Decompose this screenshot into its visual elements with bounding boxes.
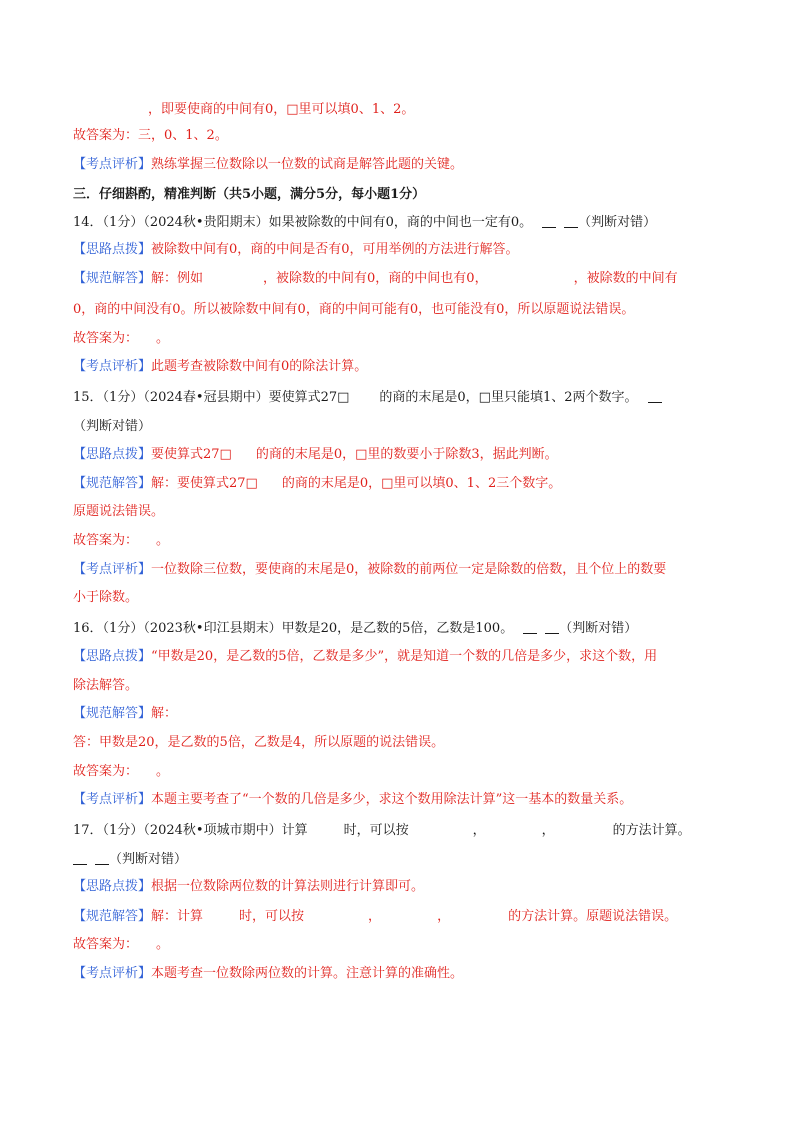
- text-line: [73, 418, 151, 436]
- text-segment: 除法解答。: [73, 678, 139, 693]
- text-segment: 15．（1分）（2024春•冠县期中）要使算式27□: [73, 390, 350, 405]
- text-segment: 被除数中间有0，商的中间是否有0，可用举例的方法进行解答。: [151, 242, 519, 257]
- text-segment: 解：计算: [151, 909, 204, 924]
- text-line: [148, 101, 414, 119]
- text-line: [73, 677, 138, 695]
- text-line: [73, 851, 187, 869]
- text-segment: 故答案为：: [73, 937, 139, 952]
- text-line: [73, 358, 367, 376]
- text-segment: （判断对错）: [109, 852, 188, 867]
- text-segment: 解：例如: [151, 271, 204, 286]
- text-segment: 原题说法错误。: [73, 504, 165, 519]
- answer-blank[interactable]: [542, 215, 556, 228]
- text-segment: ，: [437, 909, 451, 924]
- text-line: [73, 878, 424, 896]
- text-segment: ，: [472, 823, 486, 838]
- text-line: [73, 446, 558, 464]
- section-tag: 【考点评析】: [73, 359, 152, 374]
- text-segment: ，被除数的中间有0，商的中间也有0，: [263, 271, 488, 286]
- text-segment: 解：: [151, 706, 178, 721]
- text-segment: 。: [156, 331, 170, 346]
- text-segment: 熟练掌握三位数除以一位数的试商是解答此题的关键。: [151, 157, 464, 172]
- text-segment: （判断对错）: [578, 215, 657, 230]
- text-line: [73, 589, 138, 607]
- answer-blank[interactable]: [95, 852, 109, 865]
- text-line: [73, 648, 657, 666]
- text-line: [73, 475, 561, 493]
- answer-blank[interactable]: [564, 215, 578, 228]
- text-segment: 本题考查一位数除两位数的计算。注意计算的准确性。: [151, 966, 464, 981]
- text-segment: 一位数除三位数，要使商的末尾是0，被除数的前两位一定是除数的倍数，且个位上的数要: [151, 562, 667, 577]
- section-tag: 【思路点拨】: [73, 447, 152, 462]
- text-segment: ，: [541, 823, 555, 838]
- text-segment: 的方法计算。原题说法错误。: [508, 909, 678, 924]
- text-line: [73, 822, 691, 840]
- text-line: [73, 330, 169, 348]
- text-line: [73, 214, 656, 232]
- answer-blank[interactable]: [545, 621, 559, 634]
- text-segment: 。: [156, 764, 170, 779]
- text-line: [73, 532, 169, 550]
- text-segment: （判断对错）: [73, 419, 152, 434]
- text-line: [73, 791, 632, 809]
- text-segment: 要使算式27□: [151, 447, 232, 462]
- text-segment: 。: [156, 533, 170, 548]
- text-segment: 故答案为：: [73, 331, 139, 346]
- text-line: [73, 936, 169, 954]
- text-segment: 0，商的中间没有0。所以被除数中间有0，商的中间可能有0，也可能没有0，所以原题说法错误。: [73, 302, 635, 317]
- section-tag: 【思路点拨】: [73, 242, 152, 257]
- text-line: [73, 301, 634, 319]
- section-tag: 【考点评析】: [73, 157, 152, 172]
- text-segment: 故答案为：三，0、1、2。: [73, 128, 228, 143]
- text-segment: ，即要使商的中间有0，□里可以填0、1、2。: [148, 102, 415, 117]
- text-segment: 三．仔细斟酌，精准判断（共5小题，满分5分，每小题1分）: [73, 187, 426, 202]
- text-line: [73, 620, 637, 638]
- section-tag: 【规范解答】: [73, 909, 152, 924]
- answer-blank[interactable]: [523, 621, 537, 634]
- section-tag: 【思路点拨】: [73, 879, 152, 894]
- text-segment: 小于除数。: [73, 590, 139, 605]
- section-tag: 【考点评析】: [73, 966, 152, 981]
- section-tag: 【思路点拨】: [73, 649, 152, 664]
- text-segment: 17．（1分）（2024秋•项城市期中）计算: [73, 823, 308, 838]
- text-segment: 故答案为：: [73, 533, 139, 548]
- text-segment: ，: [368, 909, 382, 924]
- answer-blank[interactable]: [73, 852, 87, 865]
- text-segment: 故答案为：: [73, 764, 139, 779]
- text-segment: 的商的末尾是0，□里的数要小于除数3，据此判断。: [255, 447, 558, 462]
- text-line: [73, 156, 463, 174]
- text-line: [73, 389, 662, 407]
- text-segment: 。: [156, 937, 170, 952]
- text-line: [73, 241, 519, 259]
- section-tag: 【规范解答】: [73, 271, 152, 286]
- text-line: [73, 705, 177, 723]
- text-segment: 16．（1分）（2023秋•印江县期末）甲数是20，是乙数的5倍，乙数是100。: [73, 621, 514, 636]
- text-line: [73, 734, 444, 752]
- text-segment: （判断对错）: [559, 621, 638, 636]
- text-segment: 答：甲数是20，是乙数的5倍，乙数是4，所以原题的说法错误。: [73, 735, 445, 750]
- text-line: [73, 186, 425, 204]
- text-segment: 14．（1分）（2024秋•贵阳期末）如果被除数的中间有0，商的中间也一定有0。: [73, 215, 533, 230]
- section-tag: 【考点评析】: [73, 792, 152, 807]
- text-line: [73, 908, 677, 926]
- text-line: [73, 127, 228, 145]
- text-segment: 时，可以按: [343, 823, 409, 838]
- text-segment: ，被除数的中间有: [573, 271, 678, 286]
- text-segment: 时，可以按: [239, 909, 305, 924]
- text-segment: 解：要使算式27□: [151, 476, 258, 491]
- text-line: [73, 561, 666, 579]
- text-line: [73, 763, 169, 781]
- text-segment: 的商的末尾是0，□里只能填1、2两个数字。: [379, 390, 638, 405]
- text-segment: “甲数是20，是乙数的5倍，乙数是多少”，就是知道一个数的几倍是多少，求这个数，用: [151, 649, 658, 664]
- section-tag: 【规范解答】: [73, 706, 152, 721]
- text-segment: 的商的末尾是0，□里可以填0、1、2三个数字。: [281, 476, 562, 491]
- text-segment: 根据一位数除两位数的计算法则进行计算即可。: [151, 879, 425, 894]
- answer-blank[interactable]: [648, 390, 662, 403]
- section-tag: 【考点评析】: [73, 562, 152, 577]
- text-line: [73, 503, 164, 521]
- text-segment: 此题考查被除数中间有0的除法计算。: [151, 359, 368, 374]
- text-line: [73, 965, 463, 983]
- section-tag: 【规范解答】: [73, 476, 152, 491]
- text-segment: 本题主要考查了“一个数的几倍是多少，求这个数用除法计算”这一基本的数量关系。: [151, 792, 633, 807]
- text-line: [73, 270, 678, 288]
- text-segment: 的方法计算。: [612, 823, 691, 838]
